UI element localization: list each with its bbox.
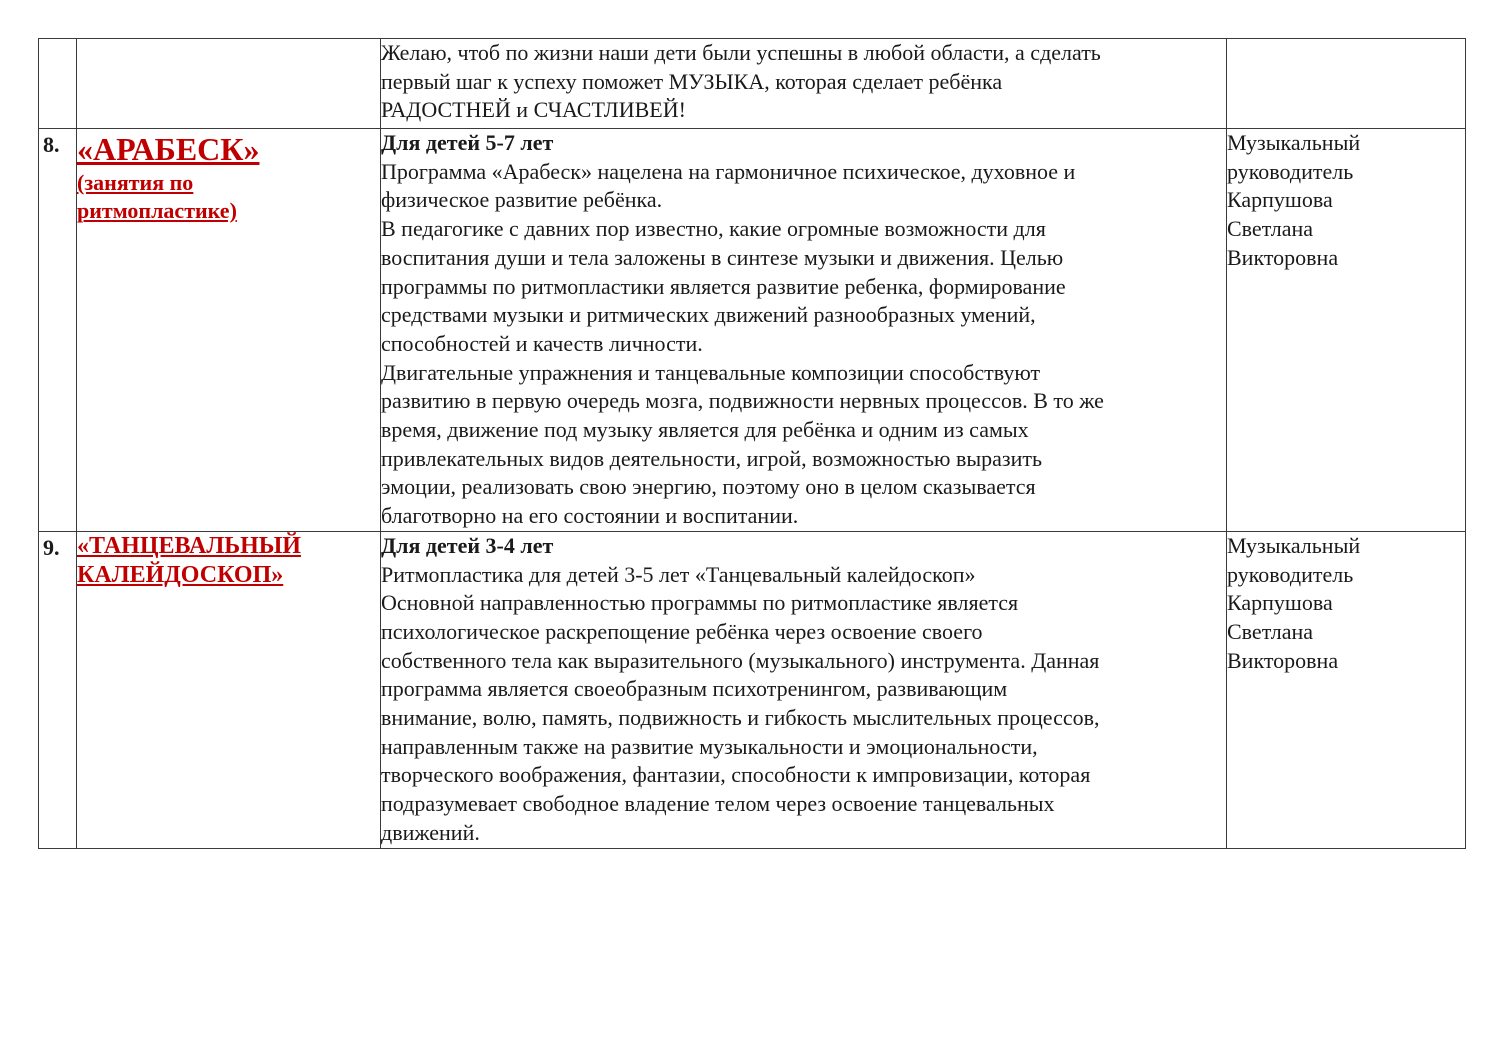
responsible-cell: [1227, 39, 1466, 129]
program-subtitle-line: (занятия по: [77, 170, 194, 195]
description-line: Основной направленностью программы по ритмопластике является: [381, 590, 1019, 616]
description-cell: [381, 129, 1227, 532]
title-cell: [77, 39, 381, 129]
program-subtitle-line: ритмопластике): [77, 198, 237, 223]
description-line: психологическое раскрепощение ребёнка через освоение своего: [381, 618, 983, 644]
description-line: подразумевает свободное владение телом через освоение танцевальных: [381, 791, 1055, 817]
number-cell: [39, 129, 77, 532]
program-title-line: «ТАНЦЕВАЛЬНЫЙ: [77, 532, 301, 559]
description-line: развитию в первую очередь мозга, подвижности нервных процессов. В то же: [381, 388, 1104, 414]
age-group: Для детей 5-7 лет: [381, 130, 554, 155]
description-line: благотворно на его состоянии и воспитании.: [381, 503, 799, 529]
description-line: движений.: [381, 819, 480, 845]
description-line: программа является своеобразным психотренингом, развивающим: [381, 676, 1008, 702]
responsible-line: Викторовна: [1227, 244, 1339, 270]
table-row: [39, 39, 1466, 129]
description-line: физическое развитие ребёнка.: [381, 187, 663, 213]
responsible-cell: [1227, 129, 1466, 532]
description-line: программы по ритмопластики является развитие ребенка, формирование: [381, 273, 1066, 299]
description-line: Программа «Арабеск» нацелена на гармоничное психическое, духовное и: [381, 158, 1076, 184]
description-line: эмоции, реализовать свою энергию, поэтому оно в целом сказывается: [381, 474, 1036, 500]
responsible-cell: [1227, 531, 1466, 848]
title-cell: [77, 531, 381, 848]
number-cell: [39, 531, 77, 848]
description-line: В педагогике с давних пор известно, какие огромные возможности для: [381, 216, 1046, 242]
responsible-line: Светлана: [1227, 216, 1314, 242]
program-title: «АРАБЕСК»: [77, 131, 260, 167]
age-group: Для детей 3-4 лет: [381, 532, 554, 558]
description-cell: [381, 39, 1227, 129]
responsible-line: Викторовна: [1227, 647, 1339, 673]
description-line: творческого воображения, фантазии, способности к импровизации, которая: [381, 762, 1091, 788]
title-cell: [77, 129, 381, 532]
responsible-line: Карпушова: [1227, 590, 1333, 616]
table-row: [39, 531, 1466, 848]
number-cell: [39, 39, 77, 129]
description-line: направленным также на развитие музыкальности и эмоциональности,: [381, 733, 1038, 759]
description-line: Ритмопластика для детей 3-5 лет «Танцевальный калейдоскоп»: [381, 561, 976, 587]
description-line: привлекательных видов деятельности, игрой, возможностью выразить: [381, 445, 1043, 471]
responsible-line: Светлана: [1227, 618, 1314, 644]
description-line: первый шаг к успеху поможет МУЗЫКА, которая сделает ребёнка: [381, 68, 1003, 94]
description-line: внимание, волю, память, подвижность и гибкость мыслительных процессов,: [381, 705, 1100, 731]
responsible-line: Карпушова: [1227, 187, 1333, 213]
description-line: Двигательные упражнения и танцевальные композиции способствуют: [381, 359, 1041, 385]
description-line: время, движение под музыку является для ребёнка и одним из самых: [381, 417, 1029, 443]
description-cell: [381, 531, 1227, 848]
program-title-line: КАЛЕЙДОСКОП»: [77, 561, 284, 588]
responsible-line: Музыкальный: [1227, 130, 1361, 155]
programs-table: [38, 38, 1466, 849]
description-line: воспитания души и тела заложены в синтезе музыки и движения. Целью: [381, 244, 1064, 270]
responsible-line: руководитель: [1227, 158, 1354, 184]
responsible-line: Музыкальный: [1227, 532, 1361, 558]
description-line: Желаю, чтоб по жизни наши дети были успешны в любой области, а сделать: [381, 40, 1101, 65]
responsible-line: руководитель: [1227, 561, 1354, 587]
description-line: РАДОСТНЕЙ и СЧАСТЛИВЕЙ!: [381, 97, 686, 123]
description-line: способностей и качеств личности.: [381, 330, 703, 356]
description-line: средствами музыки и ритмических движений разнообразных умений,: [381, 302, 1036, 328]
row-number: 9.: [43, 534, 60, 560]
description-line: собственного тела как выразительного (музыкального) инструмента. Данная: [381, 647, 1100, 673]
table-row: [39, 129, 1466, 532]
row-number: 8.: [43, 132, 60, 157]
